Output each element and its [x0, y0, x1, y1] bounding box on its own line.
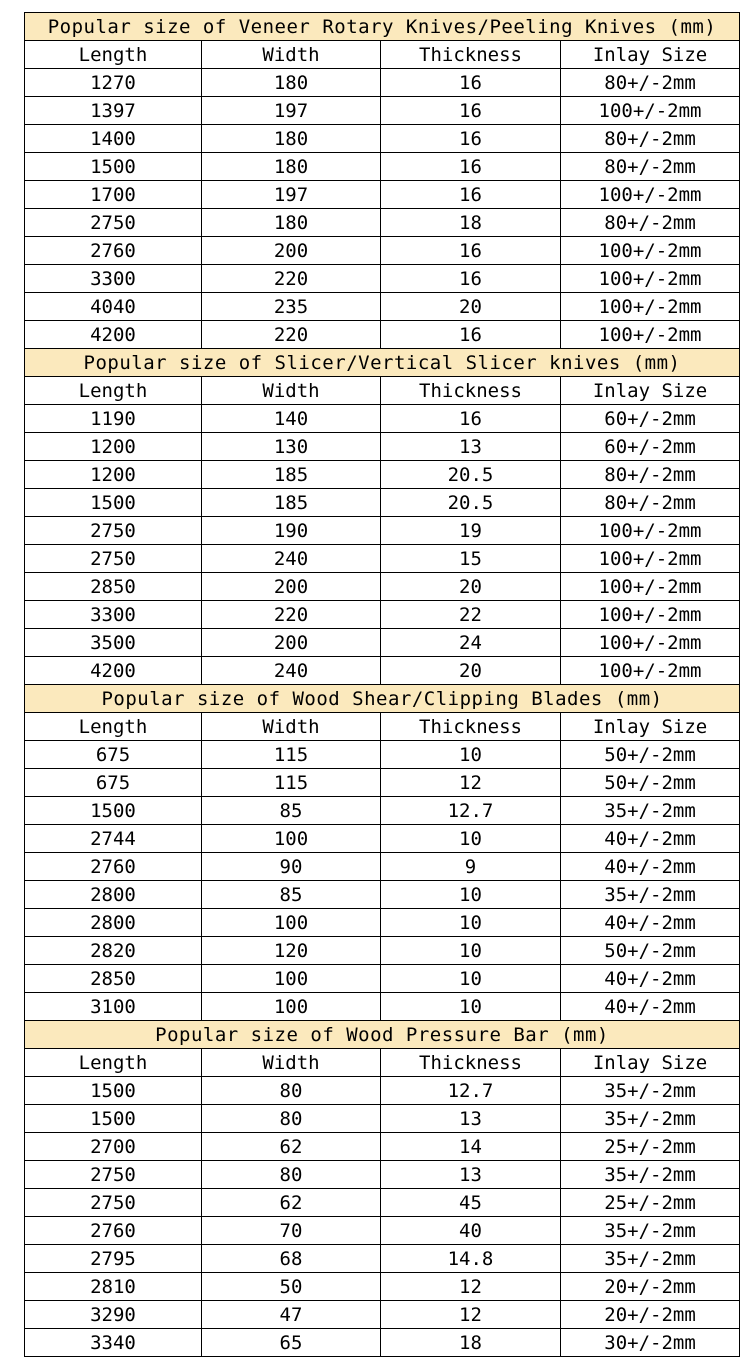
table-row [25, 1189, 740, 1217]
cell-inlay-size: 35+/-2mm [561, 1245, 740, 1273]
cell-thickness: 16 [381, 181, 561, 209]
column-header-width: Width [202, 377, 381, 405]
cell-inlay-size: 100+/-2mm [561, 629, 740, 657]
cell-inlay-size: 35+/-2mm [561, 797, 740, 825]
cell-thickness: 14.8 [381, 1245, 561, 1273]
cell-thickness: 18 [381, 209, 561, 237]
table-row [25, 657, 740, 685]
column-header-length: Length [25, 41, 202, 69]
table-row [25, 1161, 740, 1189]
cell-inlay-size: 100+/-2mm [561, 573, 740, 601]
column-header-row [25, 1049, 740, 1077]
cell-width: 70 [202, 1217, 381, 1245]
cell-inlay-size: 100+/-2mm [561, 181, 740, 209]
table-row [25, 573, 740, 601]
cell-thickness: 10 [381, 909, 561, 937]
cell-thickness: 22 [381, 601, 561, 629]
table-row [25, 909, 740, 937]
cell-inlay-size: 50+/-2mm [561, 937, 740, 965]
cell-inlay-size: 50+/-2mm [561, 769, 740, 797]
cell-inlay-size: 80+/-2mm [561, 209, 740, 237]
cell-width: 68 [202, 1245, 381, 1273]
cell-length: 3500 [25, 629, 202, 657]
cell-thickness: 20.5 [381, 489, 561, 517]
cell-inlay-size: 35+/-2mm [561, 1161, 740, 1189]
section-title: Popular size of Wood Pressure Bar (mm) [25, 1021, 740, 1049]
cell-length: 2820 [25, 937, 202, 965]
cell-inlay-size: 100+/-2mm [561, 293, 740, 321]
column-header-row [25, 713, 740, 741]
cell-inlay-size: 60+/-2mm [561, 405, 740, 433]
table-row [25, 69, 740, 97]
column-header-thickness: Thickness [381, 41, 561, 69]
column-header-length: Length [25, 377, 202, 405]
cell-length: 2800 [25, 881, 202, 909]
cell-width: 240 [202, 545, 381, 573]
cell-width: 100 [202, 993, 381, 1021]
cell-length: 1400 [25, 125, 202, 153]
table-row [25, 853, 740, 881]
table-row [25, 1105, 740, 1133]
table-row [25, 237, 740, 265]
table-row [25, 461, 740, 489]
cell-inlay-size: 40+/-2mm [561, 965, 740, 993]
cell-inlay-size: 100+/-2mm [561, 545, 740, 573]
cell-length: 2750 [25, 517, 202, 545]
cell-width: 62 [202, 1133, 381, 1161]
cell-width: 200 [202, 573, 381, 601]
cell-length: 2760 [25, 853, 202, 881]
section-title-row [25, 1021, 740, 1049]
cell-length: 1397 [25, 97, 202, 125]
cell-width: 180 [202, 69, 381, 97]
cell-inlay-size: 35+/-2mm [561, 1077, 740, 1105]
cell-width: 185 [202, 461, 381, 489]
cell-thickness: 16 [381, 125, 561, 153]
cell-length: 1500 [25, 797, 202, 825]
cell-length: 1500 [25, 1105, 202, 1133]
cell-length: 2800 [25, 909, 202, 937]
table-row [25, 209, 740, 237]
cell-length: 2850 [25, 573, 202, 601]
cell-width: 50 [202, 1273, 381, 1301]
table-row [25, 881, 740, 909]
cell-inlay-size: 80+/-2mm [561, 489, 740, 517]
cell-length: 1500 [25, 1077, 202, 1105]
cell-thickness: 20 [381, 293, 561, 321]
cell-length: 2744 [25, 825, 202, 853]
column-header-length: Length [25, 1049, 202, 1077]
table-row [25, 1301, 740, 1329]
section-title-row [25, 349, 740, 377]
cell-inlay-size: 100+/-2mm [561, 601, 740, 629]
cell-length: 2760 [25, 1217, 202, 1245]
cell-width: 120 [202, 937, 381, 965]
cell-inlay-size: 100+/-2mm [561, 517, 740, 545]
column-header-width: Width [202, 713, 381, 741]
cell-thickness: 13 [381, 1105, 561, 1133]
table-row [25, 489, 740, 517]
cell-length: 2750 [25, 209, 202, 237]
cell-width: 85 [202, 881, 381, 909]
cell-length: 4200 [25, 657, 202, 685]
cell-width: 180 [202, 125, 381, 153]
cell-length: 4040 [25, 293, 202, 321]
cell-inlay-size: 100+/-2mm [561, 265, 740, 293]
table-row [25, 601, 740, 629]
table-row [25, 629, 740, 657]
table-row [25, 1273, 740, 1301]
table-row [25, 125, 740, 153]
cell-inlay-size: 100+/-2mm [561, 657, 740, 685]
cell-thickness: 10 [381, 937, 561, 965]
size-table [24, 12, 740, 1357]
cell-length: 1200 [25, 461, 202, 489]
cell-thickness: 16 [381, 237, 561, 265]
cell-inlay-size: 40+/-2mm [561, 825, 740, 853]
column-header-thickness: Thickness [381, 1049, 561, 1077]
cell-thickness: 24 [381, 629, 561, 657]
column-header-inlay-size: Inlay Size [561, 377, 740, 405]
cell-inlay-size: 25+/-2mm [561, 1133, 740, 1161]
table-row [25, 405, 740, 433]
column-header-inlay-size: Inlay Size [561, 1049, 740, 1077]
cell-length: 2700 [25, 1133, 202, 1161]
cell-length: 3300 [25, 265, 202, 293]
cell-thickness: 10 [381, 741, 561, 769]
cell-inlay-size: 80+/-2mm [561, 69, 740, 97]
cell-length: 3300 [25, 601, 202, 629]
cell-thickness: 16 [381, 405, 561, 433]
cell-width: 220 [202, 265, 381, 293]
cell-width: 85 [202, 797, 381, 825]
cell-width: 80 [202, 1077, 381, 1105]
cell-thickness: 15 [381, 545, 561, 573]
table-row [25, 1329, 740, 1357]
cell-inlay-size: 60+/-2mm [561, 433, 740, 461]
cell-width: 220 [202, 321, 381, 349]
cell-length: 3100 [25, 993, 202, 1021]
cell-width: 62 [202, 1189, 381, 1217]
cell-length: 2750 [25, 1189, 202, 1217]
cell-length: 4200 [25, 321, 202, 349]
cell-length: 3340 [25, 1329, 202, 1357]
table-row [25, 97, 740, 125]
table-row [25, 1245, 740, 1273]
cell-thickness: 9 [381, 853, 561, 881]
cell-thickness: 13 [381, 1161, 561, 1189]
table-row [25, 797, 740, 825]
cell-width: 100 [202, 909, 381, 937]
cell-length: 1190 [25, 405, 202, 433]
cell-length: 675 [25, 769, 202, 797]
cell-thickness: 10 [381, 965, 561, 993]
cell-thickness: 13 [381, 433, 561, 461]
cell-inlay-size: 50+/-2mm [561, 741, 740, 769]
cell-length: 2850 [25, 965, 202, 993]
section-title: Popular size of Wood Shear/Clipping Blades (mm) [25, 685, 740, 713]
table-row [25, 1133, 740, 1161]
cell-width: 197 [202, 97, 381, 125]
column-header-row [25, 41, 740, 69]
cell-thickness: 10 [381, 993, 561, 1021]
cell-length: 2795 [25, 1245, 202, 1273]
cell-inlay-size: 100+/-2mm [561, 97, 740, 125]
table-row [25, 937, 740, 965]
cell-length: 2750 [25, 1161, 202, 1189]
cell-length: 2750 [25, 545, 202, 573]
cell-width: 180 [202, 209, 381, 237]
cell-inlay-size: 100+/-2mm [561, 237, 740, 265]
cell-inlay-size: 80+/-2mm [561, 461, 740, 489]
column-header-width: Width [202, 41, 381, 69]
cell-thickness: 16 [381, 153, 561, 181]
cell-thickness: 20 [381, 573, 561, 601]
cell-inlay-size: 20+/-2mm [561, 1301, 740, 1329]
cell-thickness: 12.7 [381, 797, 561, 825]
cell-thickness: 12 [381, 769, 561, 797]
cell-inlay-size: 20+/-2mm [561, 1273, 740, 1301]
cell-inlay-size: 35+/-2mm [561, 1217, 740, 1245]
table-row [25, 825, 740, 853]
cell-inlay-size: 25+/-2mm [561, 1189, 740, 1217]
cell-thickness: 12 [381, 1273, 561, 1301]
cell-inlay-size: 40+/-2mm [561, 853, 740, 881]
table-row [25, 741, 740, 769]
cell-width: 240 [202, 657, 381, 685]
cell-thickness: 14 [381, 1133, 561, 1161]
cell-inlay-size: 100+/-2mm [561, 321, 740, 349]
column-header-inlay-size: Inlay Size [561, 41, 740, 69]
column-header-length: Length [25, 713, 202, 741]
cell-width: 185 [202, 489, 381, 517]
cell-width: 197 [202, 181, 381, 209]
cell-thickness: 10 [381, 825, 561, 853]
cell-length: 1270 [25, 69, 202, 97]
cell-length: 1500 [25, 489, 202, 517]
table-row [25, 517, 740, 545]
section-title-row [25, 13, 740, 41]
cell-width: 115 [202, 741, 381, 769]
table-row [25, 265, 740, 293]
cell-width: 180 [202, 153, 381, 181]
table-row [25, 153, 740, 181]
cell-width: 80 [202, 1105, 381, 1133]
table-row [25, 769, 740, 797]
column-header-thickness: Thickness [381, 713, 561, 741]
cell-width: 100 [202, 825, 381, 853]
cell-width: 100 [202, 965, 381, 993]
table-row [25, 1077, 740, 1105]
column-header-thickness: Thickness [381, 377, 561, 405]
cell-width: 65 [202, 1329, 381, 1357]
table-row [25, 965, 740, 993]
column-header-inlay-size: Inlay Size [561, 713, 740, 741]
cell-thickness: 40 [381, 1217, 561, 1245]
table-row [25, 293, 740, 321]
cell-length: 1500 [25, 153, 202, 181]
cell-width: 115 [202, 769, 381, 797]
cell-inlay-size: 30+/-2mm [561, 1329, 740, 1357]
cell-thickness: 10 [381, 881, 561, 909]
cell-width: 80 [202, 1161, 381, 1189]
cell-thickness: 12 [381, 1301, 561, 1329]
cell-thickness: 45 [381, 1189, 561, 1217]
section-title: Popular size of Slicer/Vertical Slicer knives (mm) [25, 349, 740, 377]
cell-inlay-size: 35+/-2mm [561, 1105, 740, 1133]
cell-inlay-size: 40+/-2mm [561, 909, 740, 937]
section-title-row [25, 685, 740, 713]
cell-width: 235 [202, 293, 381, 321]
cell-length: 3290 [25, 1301, 202, 1329]
cell-width: 90 [202, 853, 381, 881]
cell-width: 200 [202, 629, 381, 657]
cell-width: 130 [202, 433, 381, 461]
cell-thickness: 16 [381, 97, 561, 125]
cell-inlay-size: 80+/-2mm [561, 153, 740, 181]
cell-thickness: 16 [381, 265, 561, 293]
table-row [25, 993, 740, 1021]
cell-length: 1700 [25, 181, 202, 209]
cell-length: 675 [25, 741, 202, 769]
table-row [25, 181, 740, 209]
cell-thickness: 18 [381, 1329, 561, 1357]
cell-width: 200 [202, 237, 381, 265]
table-row [25, 1217, 740, 1245]
size-table-body [25, 13, 740, 1357]
cell-width: 47 [202, 1301, 381, 1329]
cell-inlay-size: 80+/-2mm [561, 125, 740, 153]
cell-thickness: 16 [381, 69, 561, 97]
section-title: Popular size of Veneer Rotary Knives/Peeling Knives (mm) [25, 13, 740, 41]
cell-length: 2760 [25, 237, 202, 265]
cell-thickness: 19 [381, 517, 561, 545]
cell-length: 2810 [25, 1273, 202, 1301]
table-row [25, 433, 740, 461]
cell-width: 220 [202, 601, 381, 629]
cell-thickness: 12.7 [381, 1077, 561, 1105]
table-row [25, 321, 740, 349]
cell-thickness: 20 [381, 657, 561, 685]
column-header-row [25, 377, 740, 405]
cell-width: 190 [202, 517, 381, 545]
cell-thickness: 20.5 [381, 461, 561, 489]
cell-width: 140 [202, 405, 381, 433]
column-header-width: Width [202, 1049, 381, 1077]
cell-inlay-size: 35+/-2mm [561, 881, 740, 909]
cell-thickness: 16 [381, 321, 561, 349]
cell-inlay-size: 40+/-2mm [561, 993, 740, 1021]
table-row [25, 545, 740, 573]
cell-length: 1200 [25, 433, 202, 461]
